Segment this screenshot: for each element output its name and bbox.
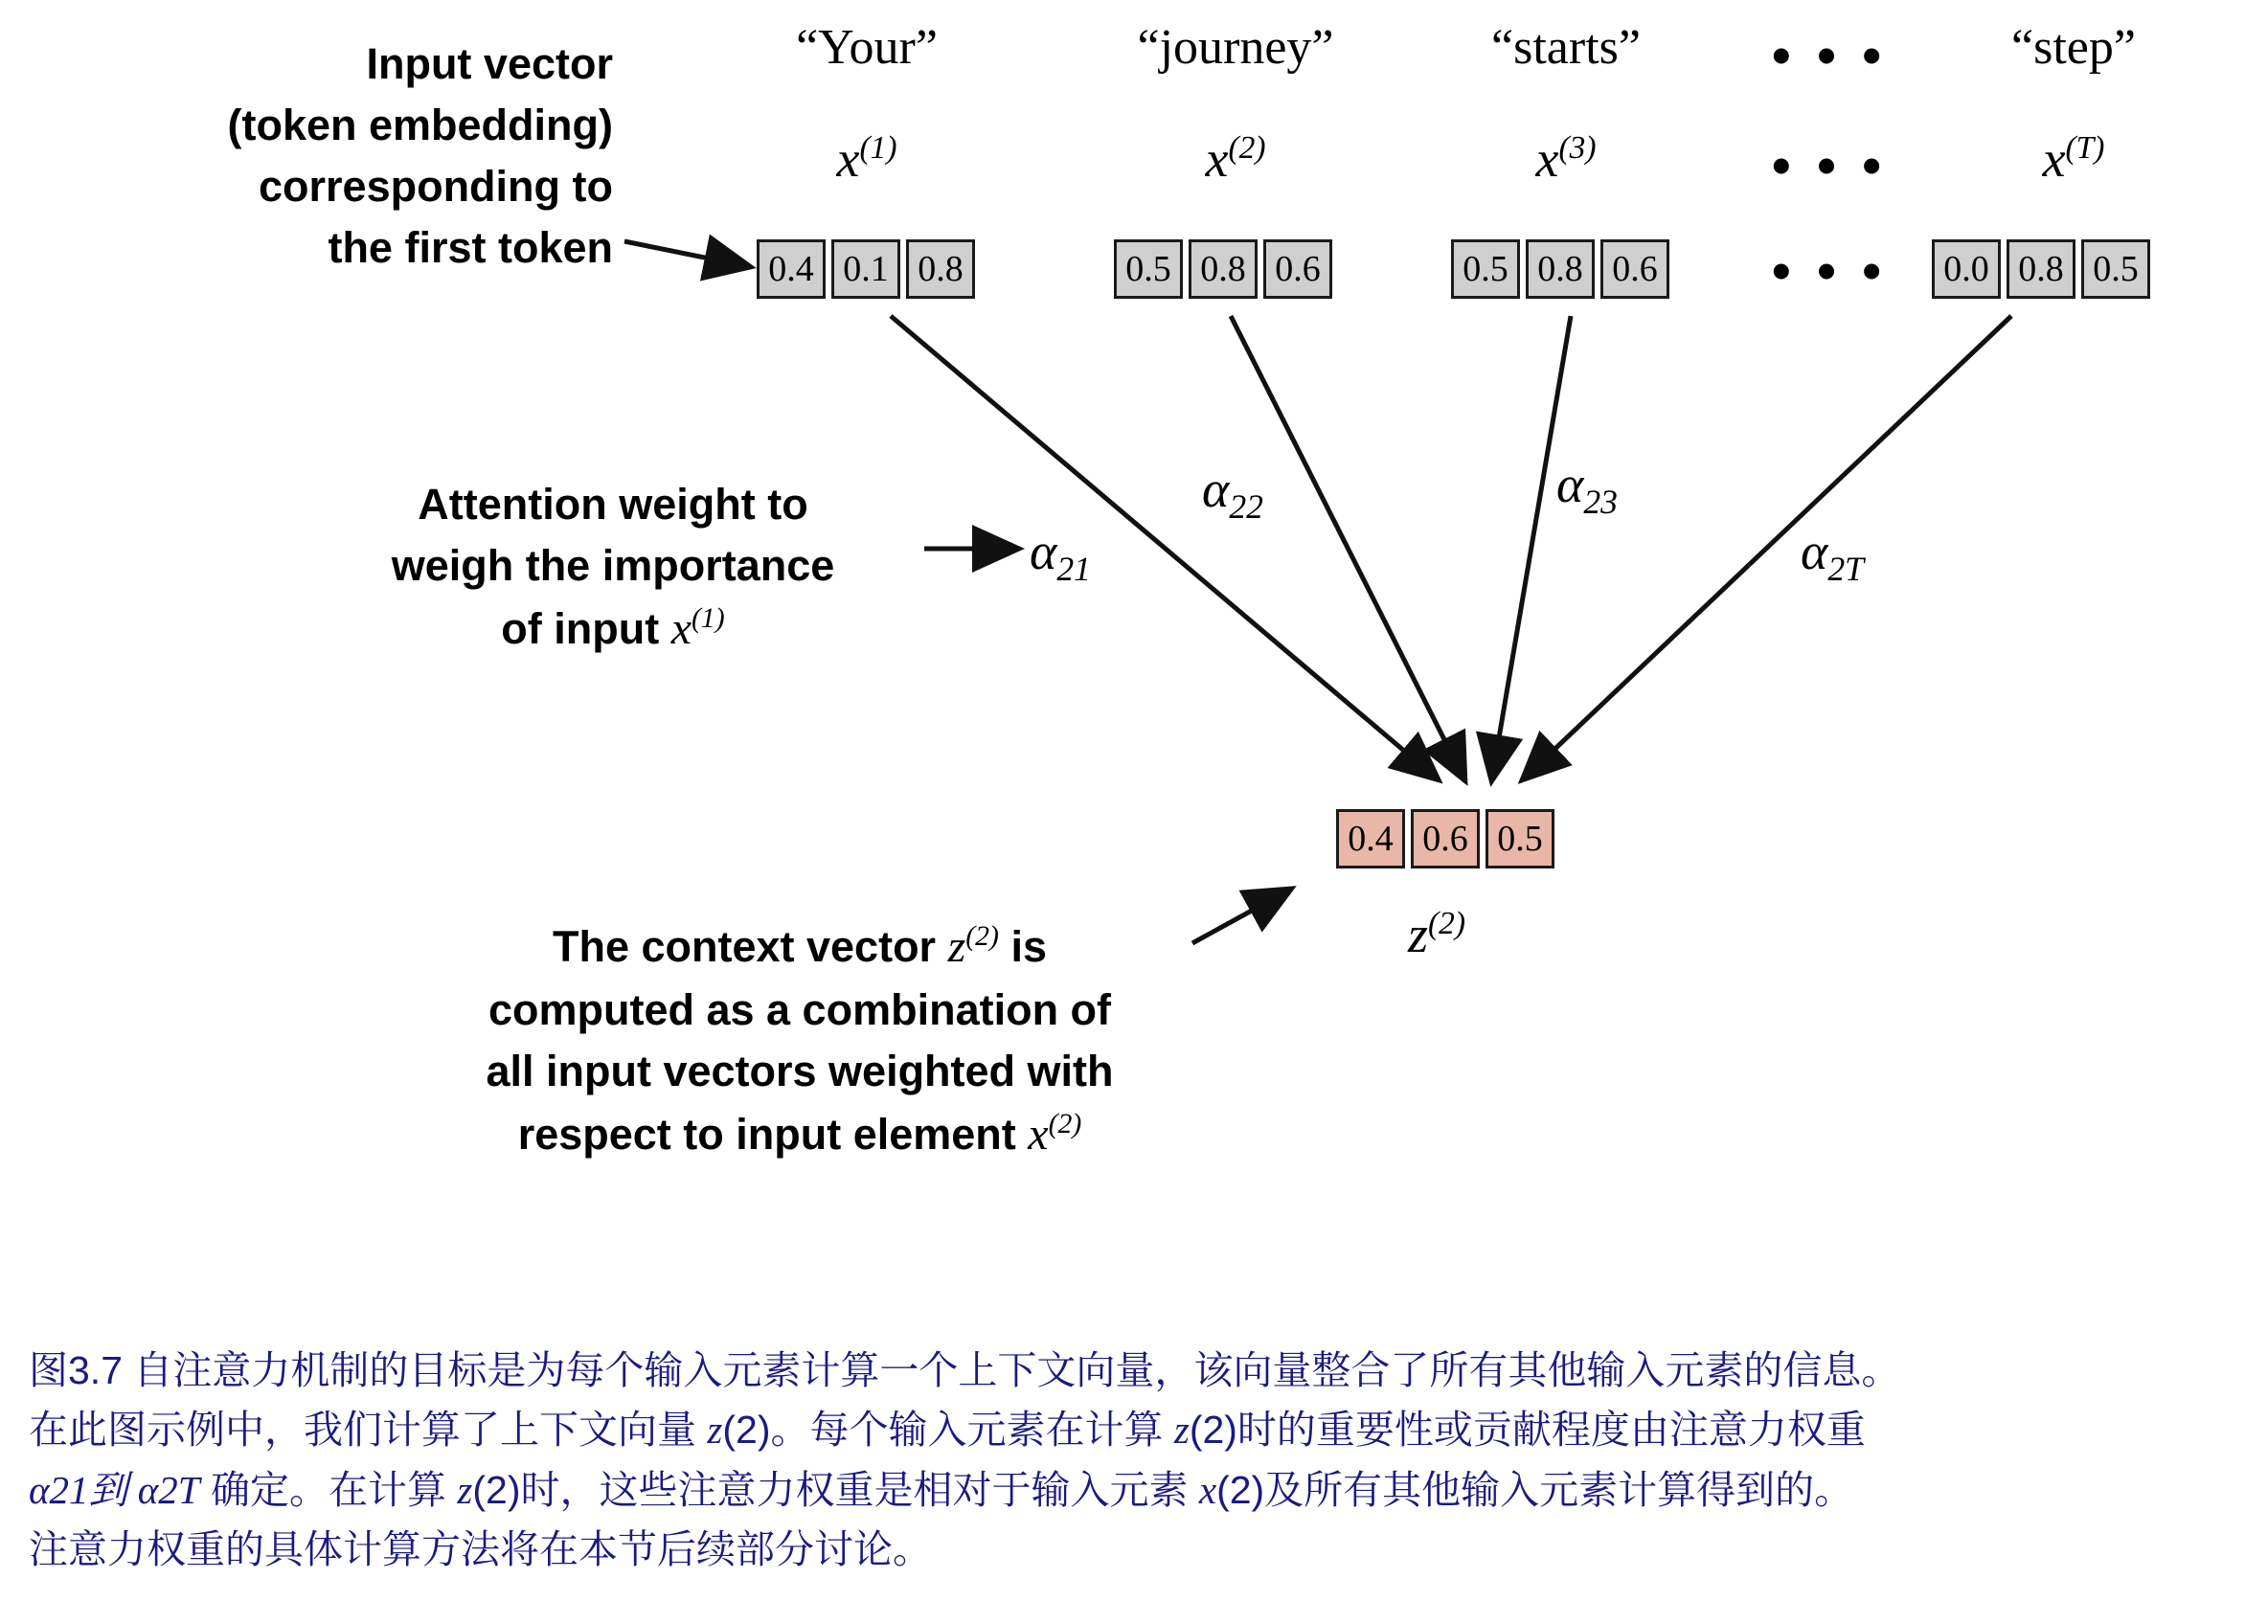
context-vector-symbol: z: [1408, 906, 1429, 963]
caption-line-2-math2: z: [1173, 1408, 1190, 1453]
figure-caption: [29, 1341, 2241, 1579]
token-word-3: “starts”: [1491, 20, 1641, 75]
caption-line-3-b: 确定。在计算: [199, 1467, 458, 1512]
attention-weight-label-21: [1030, 522, 1091, 589]
annotation-context-vector-line4-prefix: respect to input element: [517, 1109, 1029, 1159]
alpha-23-sub: 23: [1583, 482, 1618, 521]
caption-line-1: 图3.7 自注意力机制的目标是为每个输入元素计算一个上下文向量，该向量整合了所有其他输入元素的信息。: [29, 1348, 1901, 1392]
token-symbol-2-sup: (2): [1228, 130, 1266, 166]
token-symbol-3-sup: (3): [1558, 130, 1597, 166]
vector-cell: 0.6: [1600, 239, 1669, 299]
input-vector-2: [1114, 239, 1332, 299]
context-vector: [1336, 809, 1554, 868]
annotation-attention-weight-line2: weigh the importance: [391, 540, 835, 590]
vector-cell: 0.5: [1114, 239, 1183, 299]
attention-weight-label-2T: [1801, 522, 1864, 589]
attention-weight-label-23: [1556, 455, 1618, 522]
alpha-21-symbol: α: [1030, 523, 1057, 580]
context-vector-sup: (2): [1428, 906, 1466, 941]
vector-cell: 0.8: [2007, 239, 2075, 299]
annotation-context-vector-line1-math: z: [947, 921, 966, 972]
input-vector-4: [1932, 239, 2150, 299]
annotation-input-vector-line4: the first token: [328, 222, 613, 272]
vector-cell: 0.1: [831, 239, 900, 299]
token-symbol-2-base: x: [1205, 130, 1229, 188]
ellipsis-top: • • •: [1772, 25, 1887, 85]
caption-line-3-d: (2)及所有其他输入元素计算得到的。: [1216, 1467, 1854, 1512]
vector-cell: 0.6: [1263, 239, 1332, 299]
caption-line-2-math: z: [707, 1408, 723, 1453]
caption-line-3: [29, 1460, 2241, 1520]
vector-cell: 0.0: [1932, 239, 2001, 299]
annotation-context-vector-line4-math: x: [1028, 1108, 1049, 1160]
annotation-input-vector-line3: corresponding to: [259, 161, 613, 211]
caption-line-3-c: (2)时，这些注意力权重是相对于输入元素: [472, 1467, 1199, 1512]
context-vector-cell: 0.5: [1486, 809, 1554, 868]
annotation-attention-weight-line3-prefix: of input: [501, 603, 671, 653]
token-symbol-4-sup: (T): [2065, 130, 2105, 166]
token-symbol-4: [1959, 129, 2189, 189]
vector-cell: 0.5: [2081, 239, 2150, 299]
annotation-context-vector-line1-sup: (2): [965, 920, 999, 952]
annotation-attention-weight-line3-math: x: [670, 602, 692, 654]
vector-cell: 0.8: [1189, 239, 1258, 299]
attention-weight-label-22: [1202, 460, 1263, 527]
caption-line-2-b: (2)。每个输入元素在计算: [722, 1408, 1174, 1453]
annotation-context-vector-line4: [402, 1102, 1197, 1167]
vector-cell: 0.4: [757, 239, 826, 299]
annotation-context-vector-line2: computed as a combination of: [488, 985, 1112, 1035]
context-vector-cell: 0.4: [1336, 809, 1405, 868]
input-vector-1: [757, 239, 975, 299]
alpha-21-sub: 21: [1056, 549, 1091, 588]
alpha-2T-sub: 2T: [1827, 549, 1864, 588]
token-word-2: “journey”: [1137, 20, 1334, 75]
vector-cell: 0.8: [906, 239, 975, 299]
ellipsis-vectors: • • •: [1772, 240, 1887, 301]
context-vector-cell: 0.6: [1411, 809, 1480, 868]
input-vector-3: [1451, 239, 1669, 299]
annotation-context-vector-line1-suffix: is: [998, 922, 1048, 971]
token-word-4: “step”: [2011, 20, 2136, 75]
annotation-input-vector-line1: Input vector: [366, 39, 613, 88]
caption-line-4: 注意力权重的具体计算方法将在本节后续部分讨论。: [29, 1526, 932, 1571]
caption-line-2: [29, 1400, 2241, 1459]
annotation-context-vector-line1-prefix: The context vector: [552, 922, 948, 971]
annotation-context-vector-line3: all input vectors weighted with: [486, 1047, 1114, 1096]
caption-line-3-math3: x: [1198, 1467, 1217, 1512]
alpha-2T-symbol: α: [1801, 523, 1828, 580]
token-symbol-4-base: x: [2042, 130, 2066, 188]
caption-line-3-a: α21到: [29, 1467, 138, 1512]
alpha-23-symbol: α: [1556, 456, 1584, 513]
caption-line-2-c: (2)时的重要性或贡献程度由注意力权重: [1189, 1408, 1866, 1453]
annotation-attention-weight-line3-sup: (1): [692, 601, 725, 634]
token-symbol-3-base: x: [1535, 130, 1559, 188]
vector-cell: 0.8: [1526, 239, 1595, 299]
token-symbol-1-base: x: [836, 130, 860, 188]
token-symbol-1-sup: (1): [859, 130, 897, 166]
annotation-context-vector-line4-sup: (2): [1048, 1107, 1082, 1139]
alpha-22-symbol: α: [1202, 461, 1230, 518]
caption-line-3-math: α2T: [137, 1467, 200, 1512]
token-word-1: “Your”: [796, 20, 938, 75]
context-vector-label: [1408, 905, 1465, 964]
token-symbol-1: [757, 129, 977, 189]
caption-line-2-a: 在此图示例中，我们计算了上下文向量: [29, 1408, 708, 1453]
annotation-attention-weight: [316, 474, 910, 662]
ellipsis-middle: • • •: [1772, 135, 1887, 195]
annotation-attention-weight-line3: [316, 597, 910, 662]
token-symbol-2: [1101, 129, 1370, 189]
annotation-context-vector-line1: [402, 914, 1197, 980]
token-symbol-3: [1437, 129, 1695, 189]
annotation-input-vector-line2: (token embedding): [227, 100, 613, 149]
annotation-input-vector: [115, 34, 613, 279]
caption-line-3-math2: z: [457, 1467, 473, 1512]
vector-cell: 0.5: [1451, 239, 1520, 299]
annotation-context-vector: [402, 914, 1197, 1167]
annotation-attention-weight-line1: Attention weight to: [418, 480, 808, 529]
alpha-22-sub: 22: [1229, 486, 1263, 526]
